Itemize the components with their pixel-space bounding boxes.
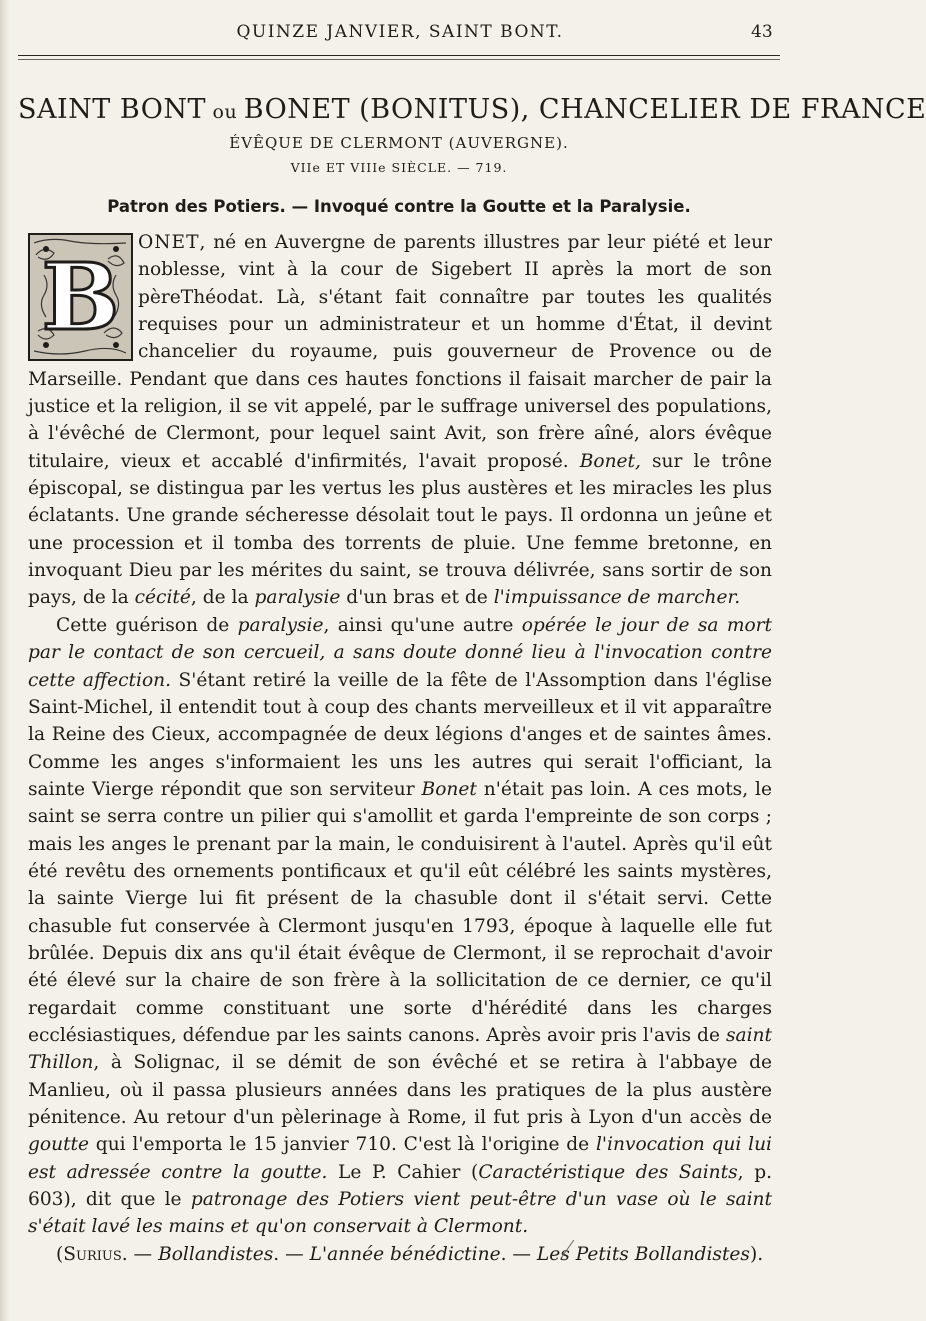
paragraph-2 (28, 612, 772, 1241)
p1-text-d: , de la (190, 587, 255, 609)
p1-italic-cecite: cécité (134, 587, 191, 609)
sources-annee-benedictine: L'année bénédictine (309, 1243, 501, 1265)
title-bonet: BONET (BONITUS), CHANCELIER DE FRANCE (243, 94, 926, 125)
sources-petits-bollandistes: Les Petits Bollandistes (536, 1243, 750, 1265)
p2-italic-thillon: saint Thillon (28, 1024, 772, 1074)
title-saint-bont: SAINT BONT (18, 94, 206, 125)
patron-line: Patron des Potiers. — Invoqué contre la Goutte et la Paralysie. (107, 197, 691, 216)
p1-italic-impuissance: l'impuissance de marcher. (493, 587, 741, 609)
p2-italic-paralysie: paralysie (237, 614, 324, 636)
p1-italic-paralysie: paralysie (254, 587, 341, 609)
sources-surius: (Surius. — (56, 1243, 159, 1265)
dropcap-spacer (28, 229, 138, 363)
lead-word: ONET (138, 232, 200, 253)
p2-italic-invocation: l'invocation (595, 1134, 705, 1156)
paragraph-1-text: , né en Auvergne de parents illustres par leur piété et leur noblesse, vint à la cour de Sigebert II après la mort de son pèreThéodat. Là, s'étant fait connaître par toutes les qualités requises pour un administrateur et un homme d'État, il devint chancelier du royaume, puis gouverneur de Provence ou de Marseille. Pendant que dans ces hautes fonctions il faisait marcher de pair la justice et la religion, il se vit appelé, par le suffrage universel des populations, à l'évêché de Clermont, pour lequel saint Avit, son frère aîné, alors évêque titulaire, vieux et accablé d'infirmités, l'avait proposé. (28, 232, 772, 472)
page-binding-edge (0, 0, 10, 1321)
sources-paragraph (28, 1241, 772, 1268)
p2-text-q: , p. 603), dit que le (28, 1161, 773, 1211)
p2-text-c: , ainsi qu'une autre (323, 614, 522, 636)
p2-italic-adressee: qui lui est adressée contre la goutte. (28, 1134, 772, 1183)
page-number: 43 (751, 22, 773, 42)
p1-text-f: d'un bras et de (340, 587, 494, 609)
p1-text-b: sur le trône épiscopal, se distingua par les vertus les plus austères et les miracles les plus éclatants. Une grande sécheresse désolait tout le pays. Il ordonna un jeûne et une procession et il tomba des torrents de pluie. Une femme bretonne, en invoquant Dieu par les mérites du saint, se trouva délivrée, sans sortir de son pays, de la (28, 450, 773, 609)
p2-text-a: Cette guérison de (56, 614, 238, 636)
sources-close: ). (749, 1243, 764, 1265)
chapter-century: VIIe ET VIIIe SIÈCLE. — 719. (290, 160, 508, 175)
paragraph-1 (28, 229, 772, 612)
header-rule-secondary (18, 59, 780, 60)
sources-bollandistes: Bollandistes (158, 1243, 274, 1265)
p2-text-k: qui l'emporta le 15 janvier 710. C'est là l'origine de (89, 1134, 596, 1156)
sources-sep-2: . — (500, 1243, 537, 1265)
p2-italic-caracteristique: Caractéristique des Saints (478, 1161, 738, 1183)
p2-text-e: S'étant retiré la veille de la fête de l'Assomption dans l'église Saint-Michel, il entendit tout à coup des chants merveilleux et il vit apparaître la Reine des Cieux, accompagnée de deux légions d'anges et de saintes âmes. Comme les anges s'informaient les uns les autres qui serait l'officiant, la sainte Vierge répondit que son serviteur (28, 669, 772, 800)
p2-italic-goutte: goutte (28, 1134, 90, 1156)
p1-italic-bonet: Bonet, (579, 450, 641, 472)
header-rule (18, 55, 780, 56)
p2-italic-operee: opérée le jour de sa mort par le contact de son cercueil, a sans doute donné lieu à l'invocation contre cette affection. (28, 614, 773, 691)
p2-text-m (705, 1134, 712, 1155)
running-title: QUINZE JANVIER, SAINT BONT. (236, 22, 564, 42)
p2-text-i: , à Solignac, il se démit de son évêché et se retira à l'abbaye de Manlieu, où il passa plusieurs années dans les pratiques de la plus austère pénitence. Au retour d'un pèlerinage à Rome, il fut pris à Lyon d'un accès de (28, 1052, 772, 1128)
chapter-title (18, 94, 926, 125)
title-ou: ou (206, 101, 244, 123)
sources-sep-1: . — (273, 1243, 310, 1265)
p2-text-o: Le P. Cahier ( (327, 1161, 479, 1183)
chapter-subtitle: ÉVÊQUE DE CLERMONT (AUVERGNE). (229, 134, 569, 152)
p2-text-g: n'était pas loin. A ces mots, le saint se serra contre un pilier qui s'amollit et garda l'empreinte de son corps ; mais les anges le prenant par la main, le conduisirent à l'autel. Après qu'il eût été revêtu des ornements pontificaux et qu'il eût célébré les saints mystères, la sainte Vierge lui fit présent de la chasuble dont il s'était servi. Cette chasuble fut conservée à Clermont jusqu'en 1793, époque à laquelle elle fut brûlée. Depuis dix ans qu'il était évêque de Clermont, il se reprochait d'avoir été élevé sur la chaire de son frère à la sollicitation de ce dernier, ce qu'il regardait comme constituant une sorte d'hérédité dans les charges ecclésiastiques, défendue par les saints canons. Après avoir pris l'avis de (28, 778, 773, 1046)
dropcap-letter: B (41, 243, 120, 351)
article-body (28, 229, 772, 1268)
p2-italic-bonet: Bonet (421, 778, 477, 800)
p2-italic-patronage: patronage des Potiers vient peut-être d'un vase où le saint s'était lavé les mains et qu'on conservait à Clermont. (28, 1189, 773, 1238)
